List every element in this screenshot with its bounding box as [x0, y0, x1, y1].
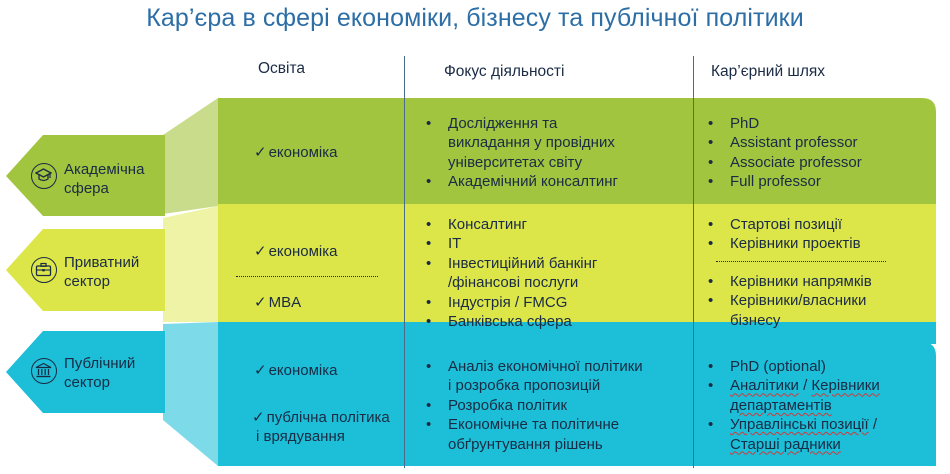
- list-item: • Банківська сфера: [426, 312, 597, 331]
- list-item: • Розробка політик: [426, 396, 643, 415]
- list-item: • Стартові позиції: [708, 215, 861, 234]
- career-text: /: [872, 416, 878, 434]
- education-item: економіка: [268, 243, 338, 260]
- focus-list-public: [426, 357, 643, 454]
- government-building-icon: [31, 358, 57, 384]
- sector-label-private: [64, 253, 139, 291]
- list-item: • Assistant professor: [708, 133, 862, 152]
- career-text: департаментів: [730, 396, 832, 414]
- column-header-career: Кар’єрний шлях: [711, 63, 826, 80]
- education-item: економіка: [268, 144, 338, 161]
- list-item: • Керівники/власники бізнесу: [708, 291, 872, 330]
- list-item: • Associate professor: [708, 153, 862, 172]
- sector-label-academic: [64, 160, 144, 198]
- education-divider-private: [236, 276, 378, 277]
- connector-academic: [163, 98, 218, 214]
- education-academic-economics: [254, 144, 338, 162]
- career-list-private-b: [708, 272, 872, 330]
- column-header-education: Освіта: [258, 60, 306, 77]
- list-item: • PhD (optional): [708, 357, 880, 376]
- connector-public: [163, 322, 218, 466]
- list-item: • Full professor: [708, 172, 862, 191]
- education-item: MBA: [268, 294, 302, 311]
- career-text: Управлінські позиції: [730, 416, 869, 434]
- career-text: Керівники: [811, 377, 880, 395]
- list-item: [708, 376, 880, 415]
- list-item: • Аналіз економічної політики і розробка пропозицій: [426, 357, 643, 396]
- column-divider-1: [404, 56, 405, 468]
- focus-list-private: [426, 215, 597, 331]
- career-divider-private: [716, 261, 886, 262]
- connector-private: [163, 206, 218, 322]
- list-item: • Керівники проектів: [708, 234, 861, 253]
- page-title: Кар’єра в сфері економіки, бізнесу та публічної політики: [146, 4, 804, 32]
- list-item: • Керівники напрямків: [708, 272, 872, 291]
- education-item: публічна політика: [266, 409, 390, 426]
- list-item: • Індустрія / FMCG: [426, 293, 597, 312]
- career-text: /: [803, 377, 808, 395]
- checkmark-icon: ✓: [254, 243, 267, 260]
- education-item: економіка: [268, 362, 338, 379]
- sector-label-line: сектор: [64, 273, 110, 290]
- column-divider-2: [693, 56, 694, 468]
- sector-label-line: Академічна: [64, 161, 145, 178]
- graduation-cap-icon: [31, 163, 57, 189]
- list-item: • PhD: [708, 114, 862, 133]
- education-private-mba: [254, 294, 301, 312]
- sector-label-line: Публічний: [64, 355, 136, 372]
- column-header-focus: Фокус діяльності: [444, 63, 565, 80]
- career-list-private-a: [708, 215, 861, 254]
- list-item: • Дослідження та викладання у провідних університетах світу: [426, 114, 618, 172]
- sector-label-line: Приватний: [64, 254, 140, 271]
- education-private-economics: [254, 243, 338, 261]
- education-item-continued: і врядування: [256, 428, 345, 445]
- sector-label-public: [64, 354, 135, 392]
- list-item: • Академічний консалтинг: [426, 172, 618, 191]
- checkmark-icon: ✓: [254, 362, 267, 379]
- list-item: • Консалтинг: [426, 215, 597, 234]
- list-item: • IT: [426, 234, 597, 253]
- education-public-economics: [254, 362, 338, 380]
- sector-label-line: сектор: [64, 374, 110, 391]
- career-list-academic: [708, 114, 862, 192]
- checkmark-icon: ✓: [254, 144, 267, 161]
- list-item: • Економічне та політичне обґрунтування рішень: [426, 415, 643, 454]
- sector-label-line: сфера: [64, 180, 109, 197]
- focus-list-academic: [426, 114, 618, 192]
- list-item: • Інвестиційний банкінг /фінансові послуги: [426, 254, 597, 293]
- education-public-policy: [252, 408, 390, 446]
- checkmark-icon: ✓: [252, 409, 265, 426]
- career-list-public: [708, 357, 880, 454]
- career-text: Старші радники: [730, 435, 841, 453]
- career-text: Аналітики: [730, 377, 799, 395]
- briefcase-icon: [31, 257, 57, 283]
- list-item: [708, 415, 880, 454]
- checkmark-icon: ✓: [254, 294, 267, 311]
